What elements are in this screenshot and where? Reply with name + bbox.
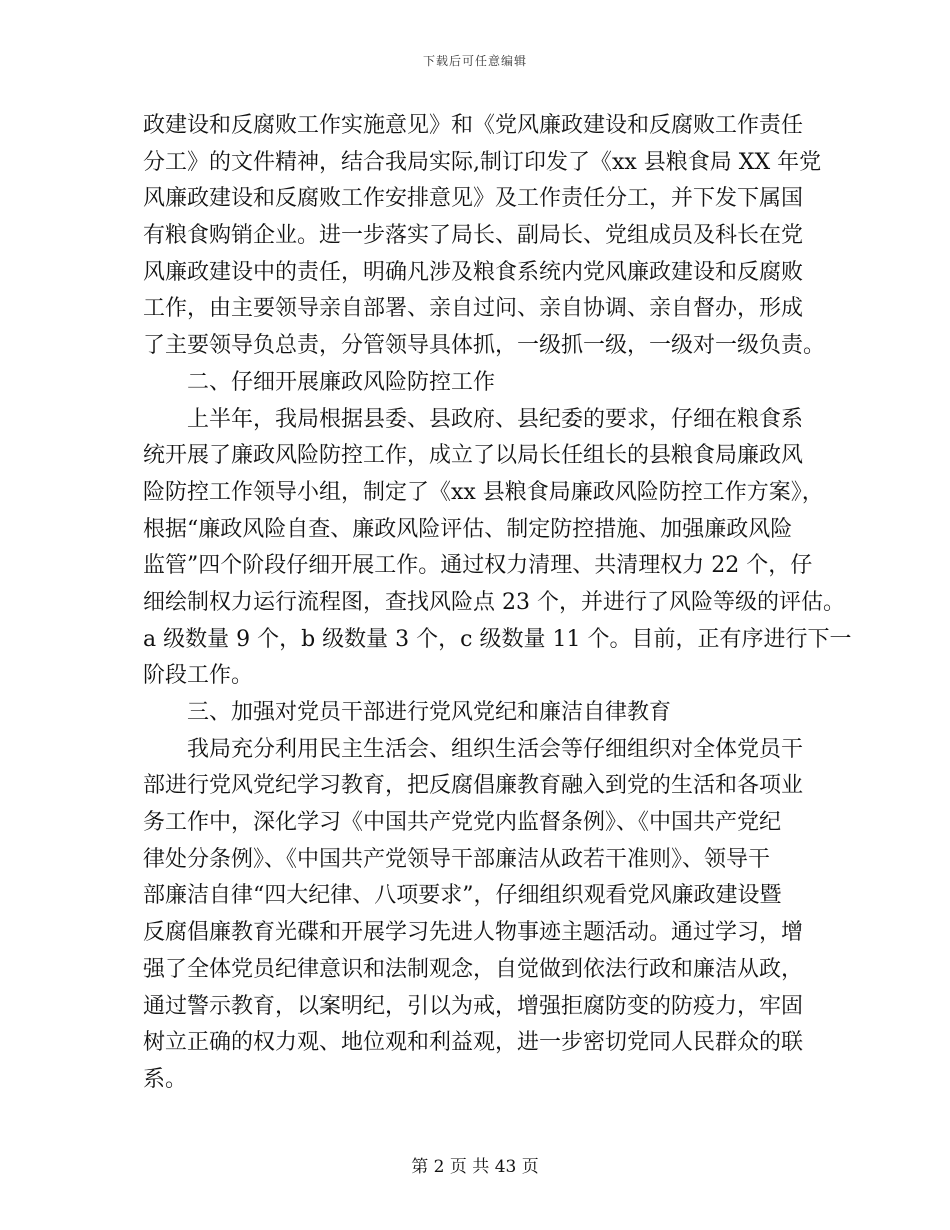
body-line: 通过警示教育，以案明纪，引以为戒，增强拒腐防变的防疫力，牢固 (143, 993, 804, 1019)
body-line: 部进行党风党纪学习教育，把反腐倡廉教育融入到党的生活和各项业 (143, 773, 804, 799)
body-line: 风廉政建设中的责任，明确凡涉及粮食系统内党风廉政建设和反腐败 (143, 259, 804, 285)
body-line: 律处分条例》、《中国共产党领导干部廉洁从政若干准则》、领导干 (143, 846, 771, 872)
body-line: 细绘制权力运行流程图，查找风险点 23 个，并进行了风险等级的评估。 (143, 589, 845, 615)
body-line: a 级数量 9 个，b 级数量 3 个，c 级数量 11 个。目前，正有序进行下一 (143, 626, 852, 652)
body-line: 根据“廉政风险自查、廉政风险评估、制定防控措施、加强廉政风险 (143, 516, 793, 542)
body-line: 了主要领导负总责，分管领导具体抓，一级抓一级，一级对一级负责。 (143, 333, 826, 359)
body-line: 树立正确的权力观、地位观和利益观，进一步密切党同人民群众的联 (143, 1030, 804, 1056)
document-body (143, 108, 852, 1099)
body-line: 统开展了廉政风险防控工作，成立了以局长任组长的县粮食局廉政风 (143, 443, 804, 469)
body-line: 工作，由主要领导亲自部署、亲自过问、亲自协调、亲自督办，形成 (143, 296, 804, 322)
body-line: 反腐倡廉教育光碟和开展学习先进人物事迹主题活动。通过学习，增 (143, 920, 804, 946)
body-line: 务工作中，深化学习《中国共产党党内监督条例》、《中国共产党纪 (143, 810, 782, 836)
section-heading: 三、加强对党员干部进行党风党纪和廉洁自律教育 (187, 700, 672, 725)
body-line: 有粮食购销企业。进一步落实了局长、副局长、党组成员及科长在党 (143, 223, 804, 249)
page-header: 下载后可任意编辑 (422, 54, 527, 68)
body-line: 分工》的文件精神，结合我局实际,制订印发了《xx 县粮食局 XX 年党 (143, 149, 822, 175)
page-footer: 第 2 页 共 43 页 (411, 1157, 539, 1177)
paragraph-first-line: 我局充分利用民主生活会、组织生活会等仔细组织对全体党员干 (187, 736, 804, 762)
section-heading: 二、仔细开展廉政风险防控工作 (187, 369, 496, 395)
body-line: 政建设和反腐败工作实施意见》和《党风廉政建设和反腐败工作责任 (143, 113, 804, 138)
paragraph-first-line: 上半年，我局根据县委、县政府、县纪委的要求，仔细在粮食系 (187, 406, 804, 432)
body-line: 系。 (143, 1066, 188, 1092)
body-line: 险防控工作领导小组，制定了《xx 县粮食局廉政风险防控工作方案》， (143, 479, 824, 505)
body-line: 阶段工作。 (143, 663, 254, 689)
body-line: 风廉政建设和反腐败工作安排意见》及工作责任分工，并下发下属国 (143, 186, 804, 212)
body-line: 监管”四个阶段仔细开展工作。通过权力清理、共清理权力 22 个，仔 (143, 553, 813, 579)
body-line: 部廉洁自律“四大纪律、八项要求”，仔细组织观看党风廉政建设暨 (143, 883, 782, 909)
body-line: 强了全体党员纪律意识和法制观念，自觉做到依法行政和廉洁从政， (143, 956, 804, 982)
